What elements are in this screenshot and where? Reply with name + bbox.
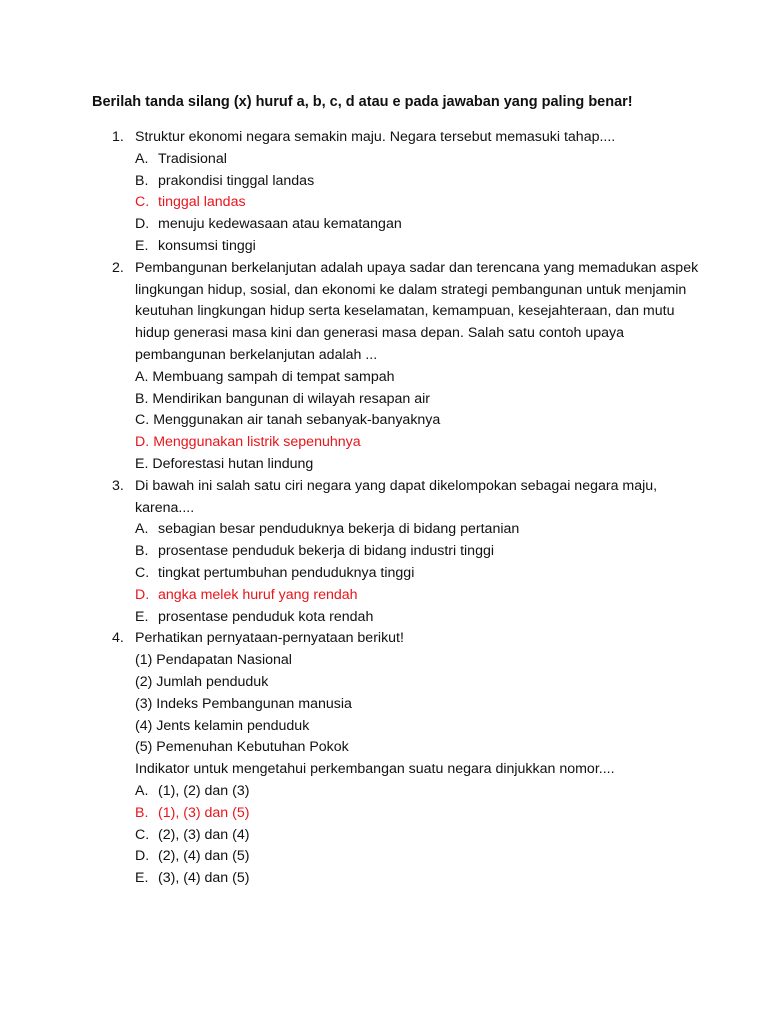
question-number: 1. [112,129,124,145]
option-text: Menggunakan air tanah sebanyak-banyaknya [153,412,441,429]
option-label: B. [135,172,149,189]
option-text: angka melek huruf yang rendah [158,586,358,603]
option-text: (1), (2) dan (3) [158,782,250,799]
option-label: A. [135,368,149,385]
question-line: (1) Pendapatan Nasional [135,652,292,669]
option-label: E. [135,455,149,472]
option-text: Tradisional [158,150,227,167]
question-line: Pembangunan berkelanjutan adalah upaya sadar dan terencana yang memadukan aspek [135,259,699,276]
option-label: C. [135,194,150,211]
option-label: D. [135,216,150,233]
option-text: (3), (4) dan (5) [158,870,250,887]
answer-option [135,519,688,541]
option-label: E. [135,870,149,887]
question-line: hidup generasi masa kini dan generasi masa depan. Salah satu contoh upaya [135,325,625,342]
option-text: konsumsi tinggi [158,237,256,254]
option-text: prosentase penduduk bekerja di bidang industri tinggi [158,543,495,560]
option-text: tinggal landas [158,194,246,211]
question-line: (2) Jumlah penduduk [135,673,269,690]
answer-option [135,781,688,803]
instruction-heading: Berilah tanda silang (x) huruf a, b, c, d atau e pada jawaban yang paling benar! [92,94,633,110]
option-text: Menggunakan listrik sepenuhnya [153,434,361,451]
answer-option-correct [135,432,688,454]
question-line: pembangunan berkelanjutan adalah ... [135,346,378,363]
option-label: D. [135,848,150,865]
option-text: Deforestasi hutan lindung [152,455,314,472]
question-item [0,127,768,258]
answer-option [135,149,688,171]
option-label: B. [135,390,149,407]
question-line: (3) Indeks Pembangunan manusia [135,695,352,712]
question-number: 2. [112,259,124,276]
option-text: (2), (4) dan (5) [158,848,250,865]
answer-option [135,410,688,432]
question-line: keutuhan lingkungan hidup serta keselamatan, kemampuan, kesejahteraan, dan mutu [135,303,675,320]
question-item [0,476,768,629]
option-label: B. [135,543,149,560]
option-text: (2), (3) dan (4) [158,826,250,843]
question-item [0,628,768,890]
question-line: Di bawah ini salah satu ciri negara yang dapat dikelompokan sebagai negara maju, [135,477,658,494]
question-line: karena.... [135,499,195,516]
answer-option [135,607,688,629]
option-label: E. [135,237,149,254]
question-line: lingkungan hidup, sosial, dan ekonomi ke dalam strategi pembangunan untuk menjamin [135,281,687,298]
answer-option [135,868,688,890]
answer-option-correct [135,585,688,607]
option-label: C. [135,564,150,581]
answer-option [135,541,688,563]
question-number: 4. [112,630,124,647]
option-text: prakondisi tinggal landas [158,172,315,189]
option-label: D. [135,586,150,603]
answer-option [135,454,688,476]
question-line: Indikator untuk mengetahui perkembangan suatu negara dinjukkan nomor.... [135,761,615,778]
question-text [135,476,688,520]
question-item [0,258,768,476]
question-line: Struktur ekonomi negara semakin maju. Negara tersebut memasuki tahap.... [135,129,616,145]
option-label: D. [135,434,150,451]
answer-option [135,563,688,585]
question-line: Perhatikan pernyataan-pernyataan berikut! [135,630,404,647]
answer-option-correct [135,803,688,825]
option-text: (1), (3) dan (5) [158,804,250,821]
answer-option [135,846,688,868]
answer-option [135,214,688,236]
question-line: (4) Jents kelamin penduduk [135,717,310,734]
option-label: C. [135,412,150,429]
answer-option [135,367,688,389]
question-line: (5) Pemenuhan Kebutuhan Pokok [135,739,349,756]
option-text: Membuang sampah di tempat sampah [152,368,395,385]
answer-option [135,389,688,411]
option-label: A. [135,782,149,799]
option-text: tingkat pertumbuhan penduduknya tinggi [158,564,415,581]
question-text [135,628,688,781]
question-list [0,127,768,890]
option-text: prosentase penduduk kota rendah [158,608,374,625]
question-text [135,127,688,149]
option-label: B. [135,804,149,821]
option-text: sebagian besar penduduknya bekerja di bidang pertanian [158,521,520,538]
option-label: C. [135,826,150,843]
answer-option [135,171,688,193]
answer-option-correct [135,192,688,214]
option-text: Mendirikan bangunan di wilayah resapan air [152,390,431,407]
question-number: 3. [112,477,124,494]
answer-option [135,825,688,847]
option-label: A. [135,521,149,538]
answer-option [135,236,688,258]
option-label: E. [135,608,149,625]
option-label: A. [135,150,149,167]
option-text: menuju kedewasaan atau kematangan [158,216,402,233]
question-text [135,258,699,367]
